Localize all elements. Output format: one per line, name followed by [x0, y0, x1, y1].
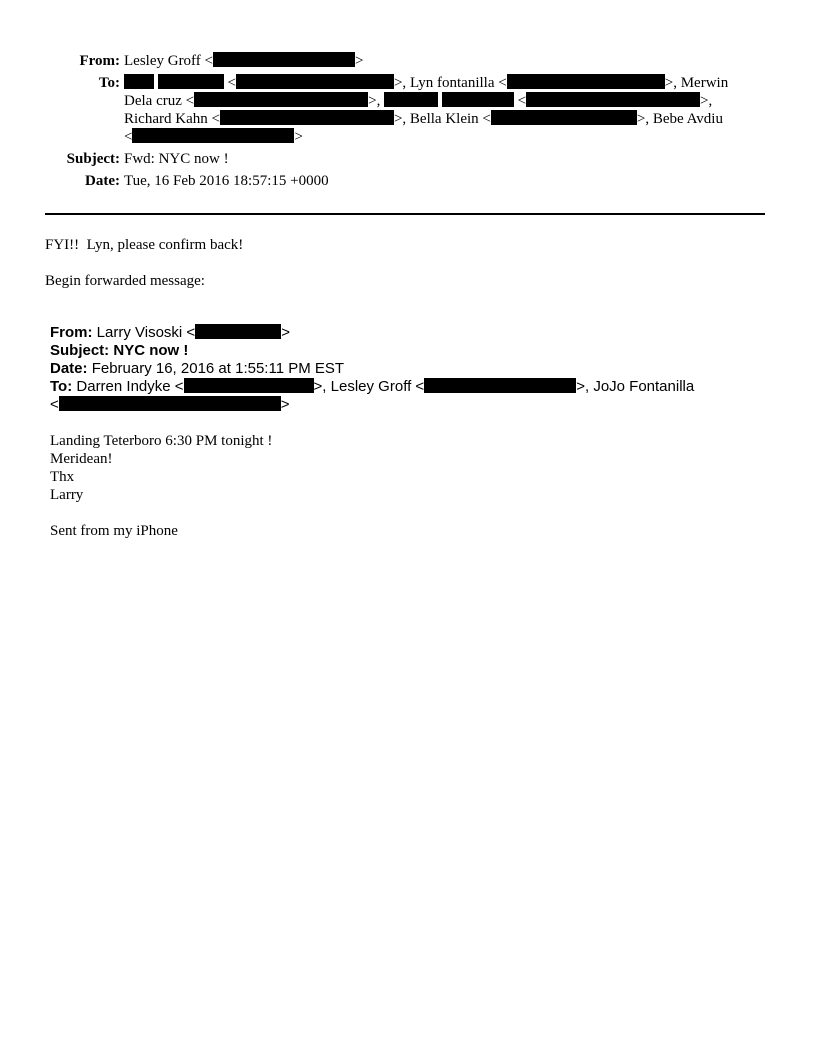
forwarded-to-label: To: — [50, 378, 73, 395]
redaction-block — [384, 92, 438, 107]
forward-note: Begin forwarded message: — [45, 273, 205, 289]
forwarded-sender: Larry Visoski — [96, 324, 183, 341]
redaction-block — [491, 110, 637, 125]
header-subject-row — [0, 150, 816, 172]
forwarded-to-row: To: Darren Indyke < >, Lesley Groff < >, JoJo Fontanilla < > — [50, 378, 695, 413]
message-intro: FYI!! Lyn, please confirm back! — [45, 237, 244, 253]
redaction-block — [184, 378, 314, 393]
forwarded-body — [50, 432, 272, 504]
header-from-row — [0, 52, 816, 74]
forwarded-from-row: From: Larry Visoski < > — [50, 324, 290, 341]
date-value: Tue, 16 Feb 2016 18:57:15 +0000 — [124, 173, 329, 189]
forwarded-subject-row — [50, 342, 770, 360]
subject-label: Subject: — [66, 151, 120, 167]
redaction-block — [194, 92, 368, 107]
recipient-name: Bella Klein — [409, 111, 479, 127]
recipient-name: JoJo Fontanilla — [593, 378, 695, 395]
forwarded-subject: NYC now ! — [113, 342, 189, 359]
from-label: From: — [79, 53, 120, 69]
from-value: Lesley Groff < > — [124, 53, 364, 69]
forwarded-subject-label: Subject: — [50, 342, 110, 359]
recipient-name: Richard Kahn — [124, 111, 208, 127]
recipient-name: Lyn fontanilla — [409, 75, 495, 91]
redaction-block — [158, 74, 224, 89]
recipient-name: Dela cruz — [124, 93, 182, 109]
signature: Sent from my iPhone — [50, 523, 178, 539]
redaction-block — [507, 74, 665, 89]
body-line: Landing Teterboro 6:30 PM tonight ! — [50, 433, 273, 449]
to-value: < >, Lyn fontanilla < >, Merwin Dela cruz < >, < >, Richard Kahn < >, Bella Klein < >, Bebe Avdiu < > — [124, 75, 729, 145]
redaction-block — [424, 378, 576, 393]
recipient-name: Merwin — [680, 75, 729, 91]
recipient-name: Darren Indyke — [76, 378, 171, 395]
header-date-row — [0, 172, 816, 194]
date-label: Date: — [85, 173, 120, 189]
body-line: Meridean! — [50, 451, 113, 467]
email-header — [0, 52, 816, 194]
forwarded-date-row — [50, 360, 770, 378]
header-to-row — [0, 74, 816, 150]
redaction-block — [59, 396, 281, 411]
redaction-block — [132, 128, 294, 143]
forwarded-header — [50, 324, 770, 414]
redaction-block — [220, 110, 394, 125]
forwarded-date-label: Date: — [50, 360, 88, 377]
redaction-block — [213, 52, 355, 67]
redaction-block — [124, 74, 154, 89]
to-label: To: — [98, 75, 120, 91]
forwarded-date: February 16, 2016 at 1:55:11 PM EST — [91, 360, 345, 377]
body-line: Thx — [50, 469, 75, 485]
header-divider — [45, 213, 765, 215]
redaction-block — [195, 324, 281, 339]
redaction-block — [442, 92, 514, 107]
redaction-block — [236, 74, 394, 89]
recipient-name: Bebe Avdiu — [652, 111, 723, 127]
subject-value: Fwd: NYC now ! — [124, 151, 229, 167]
redaction-block — [526, 92, 700, 107]
sender-name: Lesley Groff — [124, 53, 201, 69]
forwarded-from-label: From: — [50, 324, 93, 341]
body-line: Larry — [50, 487, 84, 503]
recipient-name: Lesley Groff — [330, 378, 412, 395]
